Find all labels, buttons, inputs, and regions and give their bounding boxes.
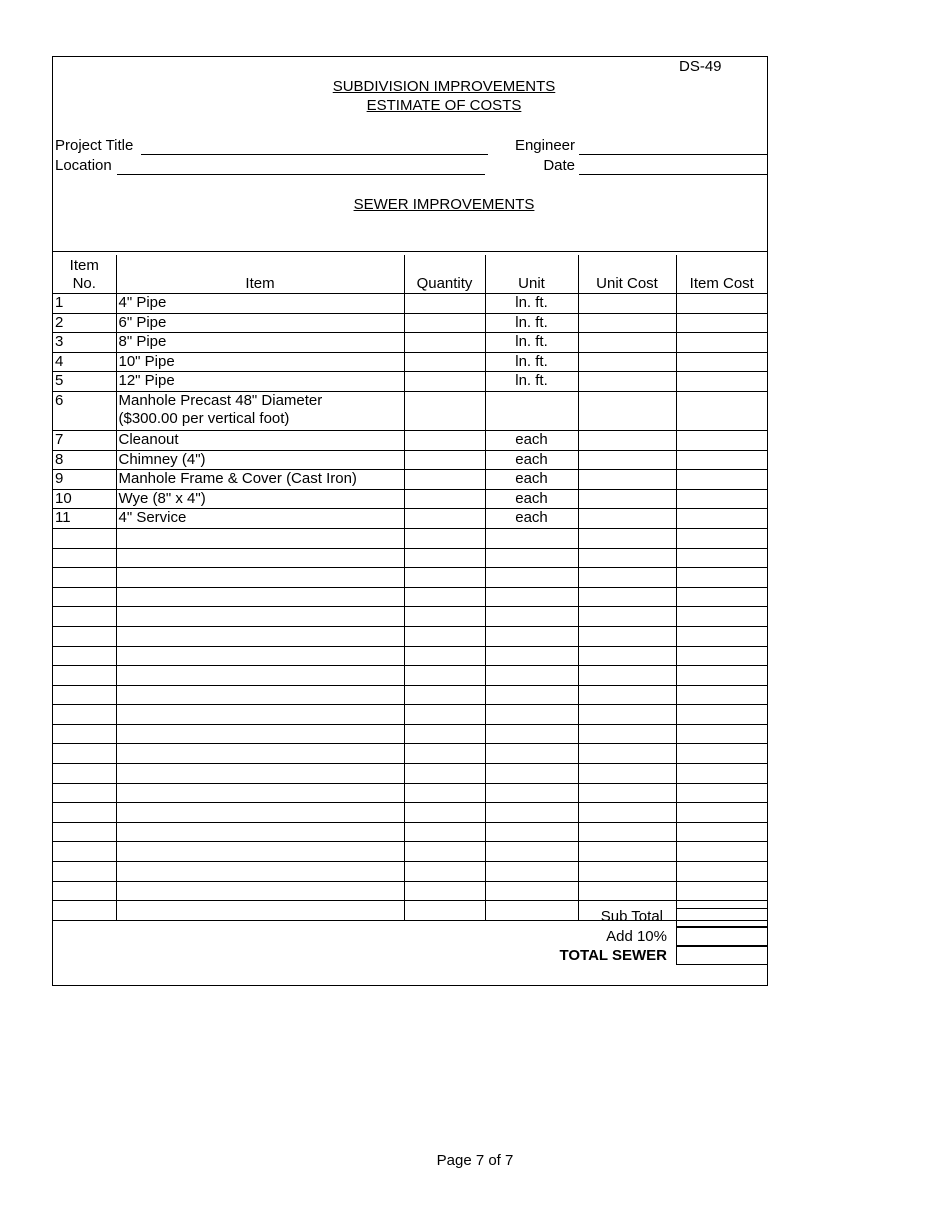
item-no-cell: 9 bbox=[53, 470, 116, 490]
item-no-cell: 1 bbox=[53, 294, 116, 314]
quantity-cell[interactable] bbox=[404, 587, 485, 607]
item-cell bbox=[116, 528, 404, 548]
unit-cell: each bbox=[485, 470, 578, 490]
unit-cell: ln. ft. bbox=[485, 372, 578, 392]
table-row bbox=[53, 607, 767, 627]
table-row bbox=[53, 646, 767, 666]
unit-cost-cell[interactable] bbox=[578, 862, 676, 882]
item-no-cell: 4 bbox=[53, 352, 116, 372]
quantity-cell[interactable] bbox=[404, 450, 485, 470]
unit-cost-cell[interactable] bbox=[578, 470, 676, 490]
unit-cost-cell[interactable] bbox=[578, 724, 676, 744]
item-no-cell bbox=[53, 568, 116, 588]
item-cost-cell[interactable] bbox=[676, 744, 767, 764]
item-cost-cell[interactable] bbox=[676, 528, 767, 548]
item-cell: 12" Pipe bbox=[116, 372, 404, 392]
project-title-label: Project Title bbox=[55, 137, 134, 154]
sub-total-label: Sub Total bbox=[600, 908, 663, 925]
table-row bbox=[53, 528, 767, 548]
total-sewer-field[interactable] bbox=[676, 946, 768, 965]
quantity-cell[interactable] bbox=[404, 803, 485, 823]
item-cell bbox=[116, 666, 404, 686]
quantity-cell[interactable] bbox=[404, 528, 485, 548]
item-no-cell: 2 bbox=[53, 313, 116, 333]
unit-cell bbox=[485, 587, 578, 607]
quantity-cell[interactable] bbox=[404, 509, 485, 529]
item-cell bbox=[116, 842, 404, 862]
cost-table bbox=[53, 255, 767, 921]
item-cost-cell[interactable] bbox=[676, 724, 767, 744]
unit-cell bbox=[485, 646, 578, 666]
item-no-cell bbox=[53, 587, 116, 607]
item-no-cell: 7 bbox=[53, 430, 116, 450]
item-cost-cell[interactable] bbox=[676, 430, 767, 450]
form-title-line2: ESTIMATE OF COSTS bbox=[366, 97, 522, 114]
col-item: Item bbox=[116, 255, 404, 294]
item-cell: 6" Pipe bbox=[116, 313, 404, 333]
item-no-cell bbox=[53, 666, 116, 686]
table-row bbox=[53, 803, 767, 823]
item-no-cell bbox=[53, 528, 116, 548]
table-row bbox=[53, 489, 767, 509]
unit-cell bbox=[485, 528, 578, 548]
unit-cell bbox=[485, 666, 578, 686]
item-cost-cell[interactable] bbox=[676, 607, 767, 627]
item-cell bbox=[116, 724, 404, 744]
unit-cost-cell[interactable] bbox=[578, 528, 676, 548]
item-no-cell bbox=[53, 842, 116, 862]
item-cell bbox=[116, 587, 404, 607]
unit-cost-cell[interactable] bbox=[578, 881, 676, 901]
unit-cost-cell[interactable] bbox=[578, 568, 676, 588]
item-cell bbox=[116, 568, 404, 588]
table-row bbox=[53, 666, 767, 686]
item-cell bbox=[116, 685, 404, 705]
item-cell bbox=[116, 901, 404, 921]
item-cost-cell[interactable] bbox=[676, 509, 767, 529]
item-cost-cell[interactable] bbox=[676, 470, 767, 490]
item-no-cell bbox=[53, 744, 116, 764]
unit-cell: ln. ft. bbox=[485, 294, 578, 314]
form-id: DS-49 bbox=[679, 58, 722, 75]
quantity-cell[interactable] bbox=[404, 822, 485, 842]
engineer-field[interactable] bbox=[579, 154, 768, 155]
item-no-cell: 6 bbox=[53, 391, 116, 430]
unit-cost-cell[interactable] bbox=[578, 587, 676, 607]
table-row bbox=[53, 294, 767, 314]
table-row bbox=[53, 881, 767, 901]
unit-cost-cell[interactable] bbox=[578, 372, 676, 392]
item-cell bbox=[116, 391, 404, 430]
quantity-cell[interactable] bbox=[404, 646, 485, 666]
unit-cell bbox=[485, 803, 578, 823]
date-field[interactable] bbox=[579, 174, 768, 175]
table-row bbox=[53, 685, 767, 705]
table-row bbox=[53, 548, 767, 568]
item-cell: 10" Pipe bbox=[116, 352, 404, 372]
unit-cell: each bbox=[485, 430, 578, 450]
unit-cell: ln. ft. bbox=[485, 333, 578, 353]
item-cost-cell[interactable] bbox=[676, 881, 767, 901]
table-row bbox=[53, 313, 767, 333]
quantity-cell[interactable] bbox=[404, 666, 485, 686]
unit-cell bbox=[485, 548, 578, 568]
item-cell: 8" Pipe bbox=[116, 333, 404, 353]
quantity-cell[interactable] bbox=[404, 783, 485, 803]
item-cost-cell[interactable] bbox=[676, 646, 767, 666]
unit-cell: each bbox=[485, 509, 578, 529]
quantity-cell[interactable] bbox=[404, 470, 485, 490]
item-no-cell bbox=[53, 685, 116, 705]
item-cell bbox=[116, 803, 404, 823]
item-cell bbox=[116, 626, 404, 646]
unit-cost-cell[interactable] bbox=[578, 333, 676, 353]
item-no-cell bbox=[53, 862, 116, 882]
item-cell bbox=[116, 548, 404, 568]
sub-total-field[interactable] bbox=[676, 908, 768, 927]
item-no-cell: 10 bbox=[53, 489, 116, 509]
add-10-field[interactable] bbox=[676, 927, 768, 946]
form-frame bbox=[52, 56, 768, 986]
quantity-cell[interactable] bbox=[404, 685, 485, 705]
quantity-cell[interactable] bbox=[404, 352, 485, 372]
quantity-cell[interactable] bbox=[404, 705, 485, 725]
item-cell bbox=[116, 764, 404, 784]
unit-cell: each bbox=[485, 489, 578, 509]
item-cost-cell[interactable] bbox=[676, 705, 767, 725]
table-row bbox=[53, 568, 767, 588]
item-cell bbox=[116, 783, 404, 803]
table-row bbox=[53, 705, 767, 725]
item-cell bbox=[116, 607, 404, 627]
col-unit-cost: Unit Cost bbox=[578, 255, 676, 294]
item-cost-cell[interactable] bbox=[676, 568, 767, 588]
unit-cell bbox=[485, 705, 578, 725]
table-row bbox=[53, 626, 767, 646]
item-no-cell: 8 bbox=[53, 450, 116, 470]
item-no-cell bbox=[53, 803, 116, 823]
item-no-cell: 11 bbox=[53, 509, 116, 529]
unit-cost-cell[interactable] bbox=[578, 646, 676, 666]
item-cost-cell[interactable] bbox=[676, 783, 767, 803]
table-row bbox=[53, 372, 767, 392]
unit-cost-cell[interactable] bbox=[578, 764, 676, 784]
item-cost-cell[interactable] bbox=[676, 548, 767, 568]
unit-cell bbox=[485, 744, 578, 764]
unit-cost-cell[interactable] bbox=[578, 489, 676, 509]
item-no-cell bbox=[53, 626, 116, 646]
quantity-cell[interactable] bbox=[404, 724, 485, 744]
item-no-cell bbox=[53, 881, 116, 901]
unit-cell bbox=[485, 607, 578, 627]
item-cell bbox=[116, 862, 404, 882]
item-cost-cell[interactable] bbox=[676, 685, 767, 705]
unit-cost-cell[interactable] bbox=[578, 430, 676, 450]
date-label: Date bbox=[543, 157, 575, 174]
header-divider bbox=[53, 251, 767, 252]
quantity-cell[interactable] bbox=[404, 568, 485, 588]
project-title-field[interactable] bbox=[141, 154, 488, 155]
unit-cell bbox=[485, 626, 578, 646]
unit-cell bbox=[485, 685, 578, 705]
table-row bbox=[53, 842, 767, 862]
quantity-cell[interactable] bbox=[404, 372, 485, 392]
table-row bbox=[53, 391, 767, 430]
unit-cell bbox=[485, 783, 578, 803]
item-cell bbox=[116, 822, 404, 842]
table-row bbox=[53, 822, 767, 842]
unit-cell: each bbox=[485, 450, 578, 470]
item-cost-cell[interactable] bbox=[676, 666, 767, 686]
table-header-row bbox=[53, 255, 767, 294]
unit-cost-cell[interactable] bbox=[578, 705, 676, 725]
quantity-cell[interactable] bbox=[404, 764, 485, 784]
quantity-cell[interactable] bbox=[404, 842, 485, 862]
item-no-cell bbox=[53, 724, 116, 744]
item-no-cell bbox=[53, 705, 116, 725]
item-cell bbox=[116, 646, 404, 666]
quantity-cell[interactable] bbox=[404, 489, 485, 509]
quantity-cell[interactable] bbox=[404, 313, 485, 333]
section-title: SEWER IMPROVEMENTS bbox=[353, 196, 535, 213]
unit-cost-cell[interactable] bbox=[578, 548, 676, 568]
table-row bbox=[53, 333, 767, 353]
quantity-cell[interactable] bbox=[404, 548, 485, 568]
item-line1: Manhole Precast 48" Diameter bbox=[118, 391, 323, 409]
unit-cost-cell[interactable] bbox=[578, 685, 676, 705]
location-label: Location bbox=[55, 157, 112, 174]
quantity-cell[interactable] bbox=[404, 881, 485, 901]
table-row bbox=[53, 764, 767, 784]
unit-cell: ln. ft. bbox=[485, 352, 578, 372]
unit-cost-cell[interactable] bbox=[578, 352, 676, 372]
table-row bbox=[53, 783, 767, 803]
unit-cost-cell[interactable] bbox=[578, 842, 676, 862]
item-cost-cell[interactable] bbox=[676, 626, 767, 646]
table-row bbox=[53, 509, 767, 529]
item-cost-cell[interactable] bbox=[676, 489, 767, 509]
table-row bbox=[53, 862, 767, 882]
item-cost-cell[interactable] bbox=[676, 372, 767, 392]
table-row bbox=[53, 470, 767, 490]
unit-cell: ln. ft. bbox=[485, 313, 578, 333]
item-cell: Cleanout bbox=[116, 430, 404, 450]
col-quantity: Quantity bbox=[404, 255, 485, 294]
col-item-cost: Item Cost bbox=[676, 255, 767, 294]
item-cost-cell[interactable] bbox=[676, 862, 767, 882]
item-cost-cell[interactable] bbox=[676, 352, 767, 372]
item-no-cell bbox=[53, 783, 116, 803]
item-no-cell bbox=[53, 764, 116, 784]
table-row bbox=[53, 430, 767, 450]
location-field[interactable] bbox=[117, 174, 485, 175]
unit-cost-cell[interactable] bbox=[578, 391, 676, 430]
item-cost-cell[interactable] bbox=[676, 822, 767, 842]
table-row bbox=[53, 744, 767, 764]
unit-cost-cell[interactable] bbox=[578, 450, 676, 470]
unit-cost-cell[interactable] bbox=[578, 744, 676, 764]
item-cost-cell[interactable] bbox=[676, 842, 767, 862]
item-cell bbox=[116, 705, 404, 725]
item-cost-cell[interactable] bbox=[676, 587, 767, 607]
table-row bbox=[53, 450, 767, 470]
page-footer: Page 7 of 7 bbox=[436, 1152, 514, 1169]
unit-cell bbox=[485, 842, 578, 862]
quantity-cell[interactable] bbox=[404, 862, 485, 882]
quantity-cell[interactable] bbox=[404, 430, 485, 450]
col-item-no: Item No. bbox=[53, 255, 116, 294]
item-cell bbox=[116, 744, 404, 764]
table-row bbox=[53, 587, 767, 607]
unit-cost-cell[interactable] bbox=[578, 803, 676, 823]
item-cost-cell[interactable] bbox=[676, 333, 767, 353]
unit-cost-cell[interactable] bbox=[578, 626, 676, 646]
unit-cell bbox=[485, 724, 578, 744]
add-10-label: Add 10% bbox=[606, 928, 667, 945]
table-row bbox=[53, 352, 767, 372]
item-cost-cell[interactable] bbox=[676, 803, 767, 823]
unit-cost-cell[interactable] bbox=[578, 509, 676, 529]
quantity-cell[interactable] bbox=[404, 391, 485, 430]
item-cost-cell[interactable] bbox=[676, 450, 767, 470]
item-no-cell bbox=[53, 607, 116, 627]
engineer-label: Engineer bbox=[514, 137, 575, 154]
item-no-cell bbox=[53, 548, 116, 568]
unit-cost-cell[interactable] bbox=[578, 313, 676, 333]
item-line2: ($300.00 per vertical foot) bbox=[118, 409, 290, 427]
item-no-cell bbox=[53, 901, 116, 921]
quantity-cell[interactable] bbox=[404, 626, 485, 646]
item-cost-cell[interactable] bbox=[676, 391, 767, 430]
item-cell: 4" Service bbox=[116, 509, 404, 529]
item-cell: Manhole Frame & Cover (Cast Iron) bbox=[116, 470, 404, 490]
unit-cell bbox=[485, 764, 578, 784]
item-cell: Chimney (4") bbox=[116, 450, 404, 470]
unit-cell bbox=[485, 822, 578, 842]
quantity-cell[interactable] bbox=[404, 333, 485, 353]
item-cell bbox=[116, 881, 404, 901]
item-cell: 4" Pipe bbox=[116, 294, 404, 314]
item-no-cell bbox=[53, 646, 116, 666]
total-sewer-label: TOTAL SEWER bbox=[559, 947, 667, 964]
col-unit: Unit bbox=[485, 255, 578, 294]
unit-cost-cell[interactable] bbox=[578, 294, 676, 314]
unit-cell bbox=[485, 391, 578, 430]
unit-cell bbox=[485, 862, 578, 882]
unit-cell bbox=[485, 568, 578, 588]
unit-cost-cell[interactable] bbox=[578, 783, 676, 803]
unit-cost-cell[interactable] bbox=[578, 822, 676, 842]
item-cost-cell[interactable] bbox=[676, 764, 767, 784]
item-cell: Wye (8" x 4") bbox=[116, 489, 404, 509]
quantity-cell[interactable] bbox=[404, 744, 485, 764]
unit-cost-cell[interactable] bbox=[578, 666, 676, 686]
item-no-cell: 5 bbox=[53, 372, 116, 392]
form-title-line1: SUBDIVISION IMPROVEMENTS bbox=[332, 78, 556, 95]
quantity-cell[interactable] bbox=[404, 607, 485, 627]
quantity-cell[interactable] bbox=[404, 294, 485, 314]
unit-cost-cell[interactable] bbox=[578, 607, 676, 627]
item-no-cell: 3 bbox=[53, 333, 116, 353]
item-cost-cell[interactable] bbox=[676, 313, 767, 333]
item-no-cell bbox=[53, 822, 116, 842]
item-cost-cell[interactable] bbox=[676, 294, 767, 314]
unit-cell bbox=[485, 881, 578, 901]
table-row bbox=[53, 724, 767, 744]
